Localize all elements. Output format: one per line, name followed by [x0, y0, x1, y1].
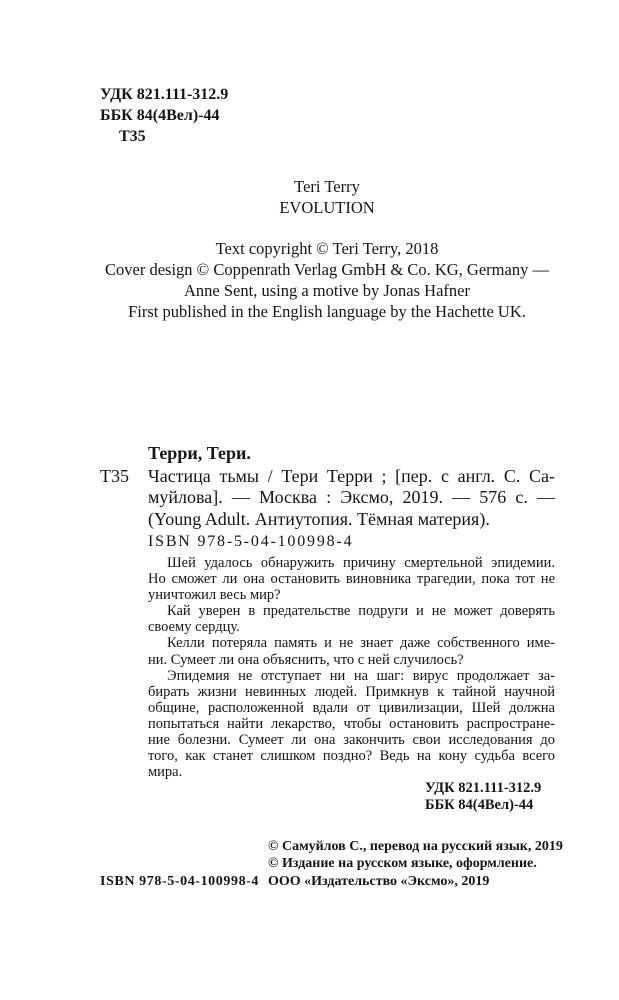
annotation-line: того, как станет слишком поздно? Ведь на кону судьба всего: [148, 748, 555, 765]
first-published-line: First published in the English language by the Hachette UK.: [128, 302, 526, 321]
annotation-line: своему сердцу.: [148, 619, 240, 636]
original-author: Teri Terry: [294, 177, 360, 196]
translation-rights-line: © Самуйлов С., перевод на русский язык, 2019: [268, 839, 563, 854]
annotation-line: Шей удалось обнаружить причину смертельной эпидемии.: [167, 555, 555, 571]
bib-author-mark: Т35: [100, 466, 129, 486]
annotation-line: Кай уверен в предательстве подруги и не может доверять: [167, 603, 555, 620]
publisher-line: ООО «Издательство «Эксмо», 2019: [268, 874, 490, 889]
cover-design-credit-line: Anne Sent, using a motive by Jonas Hafner: [184, 281, 470, 300]
annotation-bbk-code: ББК 84(4Вел)-44: [425, 797, 534, 813]
annotation-line: общине, расположенной вдали от цивилизации, Шей должна: [148, 699, 555, 716]
original-title: EVOLUTION: [279, 198, 375, 217]
bib-description-line: (Young Adult. Антиутопия. Тёмная материя).: [148, 509, 490, 529]
annotation-line: попытаться найти лекарство, чтобы остановить распростране-: [148, 715, 555, 732]
bib-description-line: муйлова]. — Москва : Эксмо, 2019. — 576 с. —: [148, 487, 555, 507]
annotation: [148, 555, 555, 780]
edition-rights-line: © Издание на русском языке, оформление.: [268, 856, 537, 871]
annotation-line: ние болезни. Сумеет ли она закончить свои исследования до: [148, 732, 555, 749]
footer-isbn: ISBN 978-5-04-100998-4: [100, 874, 260, 889]
annotation-line: мира.: [148, 764, 183, 781]
bib-heading: Терри, Тери.: [148, 443, 251, 463]
bib-isbn: ISBN 978-5-04-100998-4: [148, 533, 354, 550]
copyright-line: Text copyright © Teri Terry, 2018: [215, 239, 439, 258]
annotation-line: бирать жизни невинных людей. Примкнув к тайной научной: [148, 683, 555, 700]
annotation-line: уничтожил весь мир?: [148, 587, 281, 604]
annotation-line: ни. Сумеет ли она объяснить, что с ней случилось?: [148, 651, 464, 668]
annotation-line: Келли потеряла память и не знает даже собственного име-: [167, 635, 555, 652]
udk-code: УДК 821.111-312.9: [100, 86, 229, 103]
bbk-code: ББК 84(4Вел)-44: [100, 107, 220, 124]
cover-design-line: Cover design © Coppenrath Verlag GmbH & Co. KG, Germany —: [105, 260, 549, 279]
author-mark: Т35: [119, 128, 146, 145]
annotation-line: Эпидемия не отступает ни на шаг: вирус продолжает за-: [167, 667, 555, 684]
annotation-line: Но сможет ли она остановить виновника трагедии, пока тот не: [148, 571, 555, 588]
annotation-udk-code: УДК 821.111-312.9: [425, 780, 542, 796]
bib-description-line: Частица тьмы / Тери Терри ; [пер. с англ. С. Са-: [148, 466, 555, 486]
